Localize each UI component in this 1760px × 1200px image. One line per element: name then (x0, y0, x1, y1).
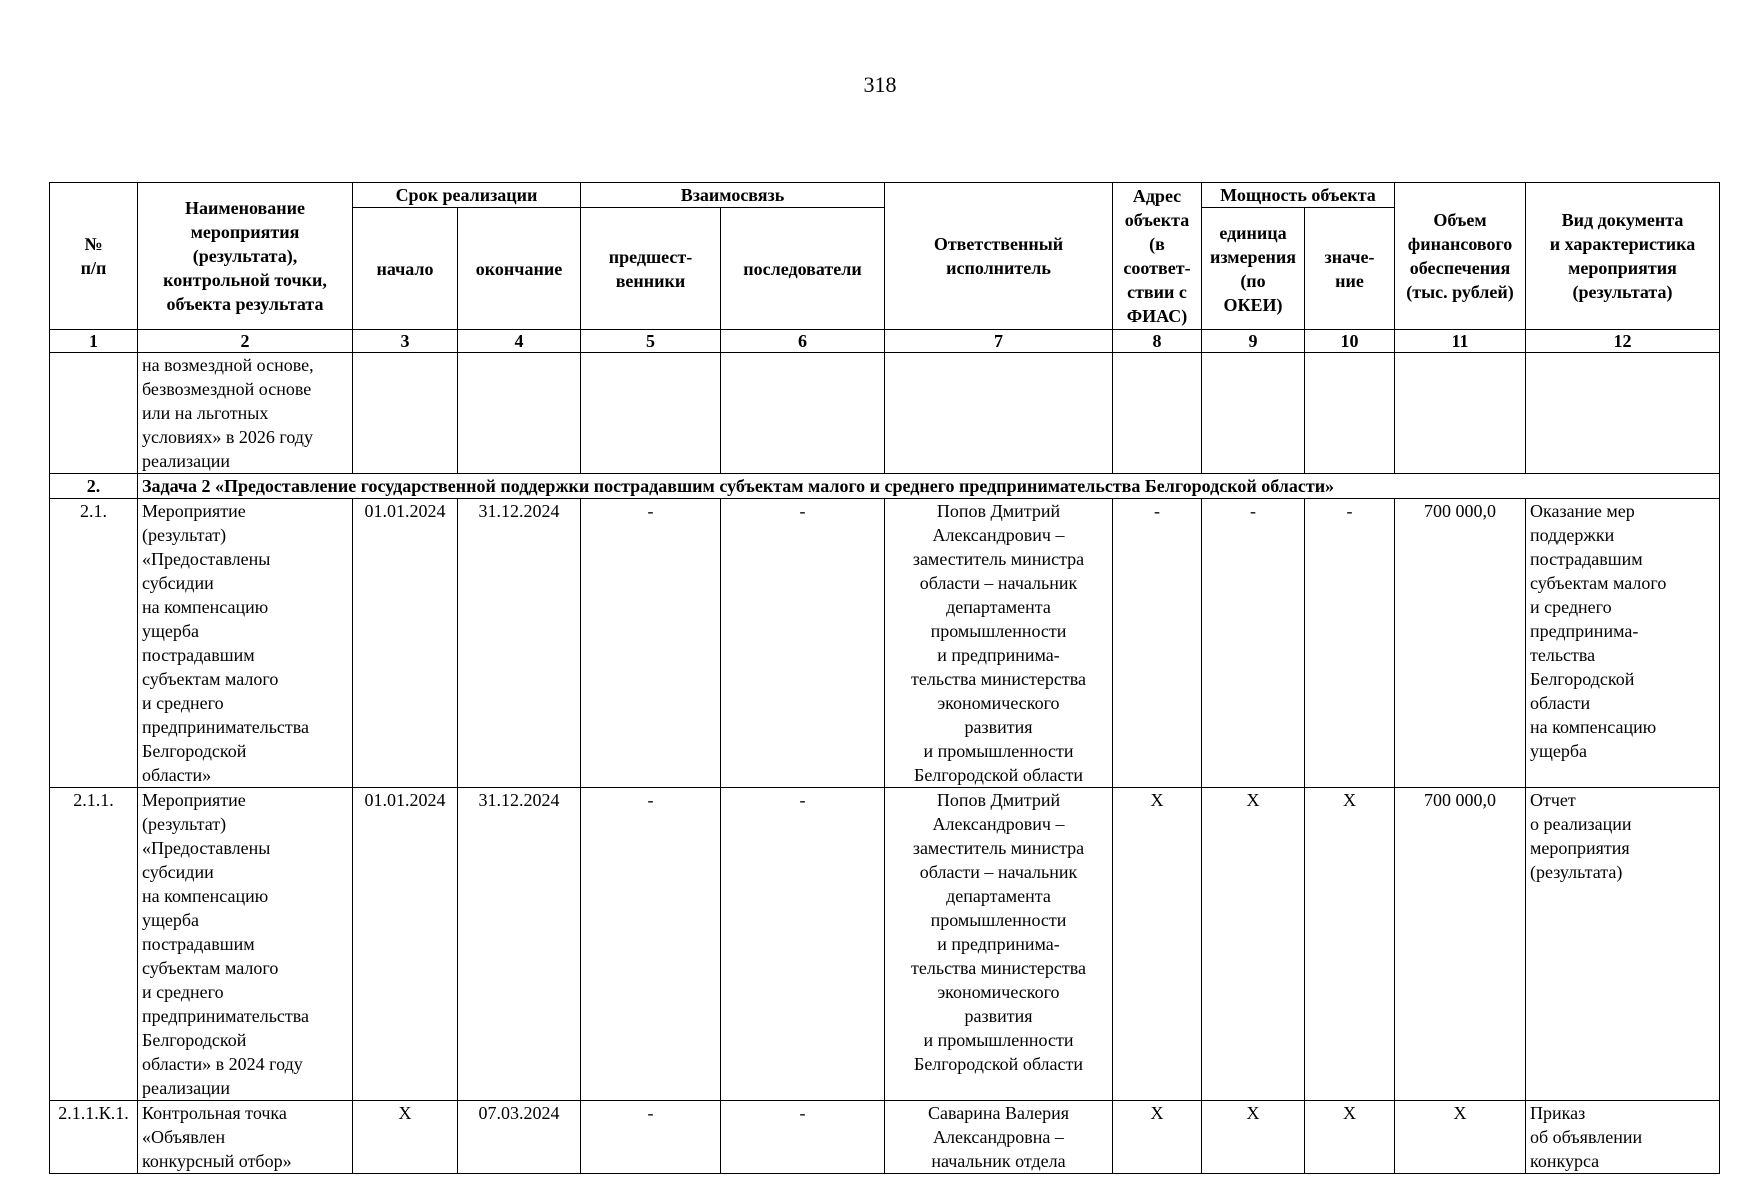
row-address (1113, 353, 1202, 474)
row-executor: Попов Дмитрий Александрович – заместитель министра области – начальник департамента промышленности и предпринима- тельства министерства экономического развития и промышленности Белгородской области (885, 499, 1113, 788)
row-predecessors: - (581, 499, 721, 788)
row-executor (885, 353, 1113, 474)
column-number: 12 (1526, 330, 1720, 353)
column-number: 6 (721, 330, 885, 353)
column-number: 10 (1305, 330, 1395, 353)
row-name: Контрольная точка «Объявлен конкурсный отбор» (138, 1101, 353, 1174)
row-num: 2.1. (50, 499, 138, 788)
row-unit: X (1202, 788, 1305, 1101)
column-number: 3 (353, 330, 458, 353)
row-doc (1526, 353, 1720, 474)
column-number: 7 (885, 330, 1113, 353)
row-funding: 700 000,0 (1395, 788, 1526, 1101)
row-end: 31.12.2024 (458, 499, 581, 788)
row-value: - (1305, 499, 1395, 788)
header-link: Взаимосвязь (581, 183, 885, 208)
column-number: 8 (1113, 330, 1202, 353)
header-successors: последователи (721, 208, 885, 330)
row-start (353, 353, 458, 474)
page-number: 318 (863, 72, 897, 97)
row-num (50, 353, 138, 474)
row-num: 2.1.1. (50, 788, 138, 1101)
row-unit: - (1202, 499, 1305, 788)
row-value: X (1305, 788, 1395, 1101)
task-num: 2. (50, 474, 138, 499)
header-funding: Объем финансового обеспечения (тыс. рублей) (1395, 183, 1526, 330)
header-value: значе- ние (1305, 208, 1395, 330)
row-predecessors: - (581, 1101, 721, 1174)
row-predecessors: - (581, 788, 721, 1101)
row-address: X (1113, 1101, 1202, 1174)
row-end: 31.12.2024 (458, 788, 581, 1101)
column-number: 2 (138, 330, 353, 353)
row-funding (1395, 353, 1526, 474)
row-end: 07.03.2024 (458, 1101, 581, 1174)
column-number: 4 (458, 330, 581, 353)
row-start: 01.01.2024 (353, 499, 458, 788)
row-name: Мероприятие (результат) «Предоставлены субсидии на компенсацию ущерба пострадавшим субъектам малого и среднего предпринимательства Белгородской области» в 2024 году реализации (138, 788, 353, 1101)
header-unit: единица измерения (по ОКЕИ) (1202, 208, 1305, 330)
table-row (50, 1101, 1720, 1174)
row-doc: Отчет о реализации мероприятия (результата) (1526, 788, 1720, 1101)
header-start: начало (353, 208, 458, 330)
header-doc: Вид документа и характеристика мероприятия (результата) (1526, 183, 1720, 330)
table-row (50, 353, 1720, 474)
header-capacity: Мощность объекта (1202, 183, 1395, 208)
row-successors: - (721, 788, 885, 1101)
row-unit (1202, 353, 1305, 474)
header-address: Адрес объекта (в соответ- ствии с ФИАС) (1113, 183, 1202, 330)
row-start: 01.01.2024 (353, 788, 458, 1101)
row-successors (721, 353, 885, 474)
row-value (1305, 353, 1395, 474)
column-numbers-row (50, 330, 1720, 353)
row-address: - (1113, 499, 1202, 788)
header-predecessors: предшест- венники (581, 208, 721, 330)
row-successors: - (721, 499, 885, 788)
table-row (50, 499, 1720, 788)
row-start: X (353, 1101, 458, 1174)
column-number: 11 (1395, 330, 1526, 353)
column-number: 9 (1202, 330, 1305, 353)
row-name: на возмездной основе, безвозмездной основе или на льготных условиях» в 2026 году реализации (138, 353, 353, 474)
task-title: Задача 2 «Предоставление государственной поддержки пострадавшим субъектам малого и среднего предпринимательства Белгородской области» (138, 474, 1720, 499)
header-executor: Ответственный исполнитель (885, 183, 1113, 330)
row-value: X (1305, 1101, 1395, 1174)
header-name: Наименование мероприятия (результата), контрольной точки, объекта результата (138, 183, 353, 330)
plan-table (49, 182, 1720, 1174)
header-num: № п/п (50, 183, 138, 330)
row-name: Мероприятие (результат) «Предоставлены субсидии на компенсацию ущерба пострадавшим субъектам малого и среднего предпринимательства Белгородской области» (138, 499, 353, 788)
row-executor: Попов Дмитрий Александрович – заместитель министра области – начальник департамента промышленности и предпринима- тельства министерства экономического развития и промышленности Белгородской области (885, 788, 1113, 1101)
row-doc: Оказание мер поддержки пострадавшим субъектам малого и среднего предпринима- тельства Белгородской области на компенсацию ущерба (1526, 499, 1720, 788)
row-doc: Приказ об объявлении конкурса (1526, 1101, 1720, 1174)
row-successors: - (721, 1101, 885, 1174)
row-predecessors (581, 353, 721, 474)
task-row (50, 474, 1720, 499)
row-address: X (1113, 788, 1202, 1101)
header-period: Срок реализации (353, 183, 581, 208)
row-executor: Саварина Валерия Александровна – начальник отдела (885, 1101, 1113, 1174)
row-funding: 700 000,0 (1395, 499, 1526, 788)
column-number: 5 (581, 330, 721, 353)
table-row (50, 788, 1720, 1101)
row-unit: X (1202, 1101, 1305, 1174)
column-number: 1 (50, 330, 138, 353)
row-funding: X (1395, 1101, 1526, 1174)
row-end (458, 353, 581, 474)
header-end: окончание (458, 208, 581, 330)
row-num: 2.1.1.К.1. (50, 1101, 138, 1174)
